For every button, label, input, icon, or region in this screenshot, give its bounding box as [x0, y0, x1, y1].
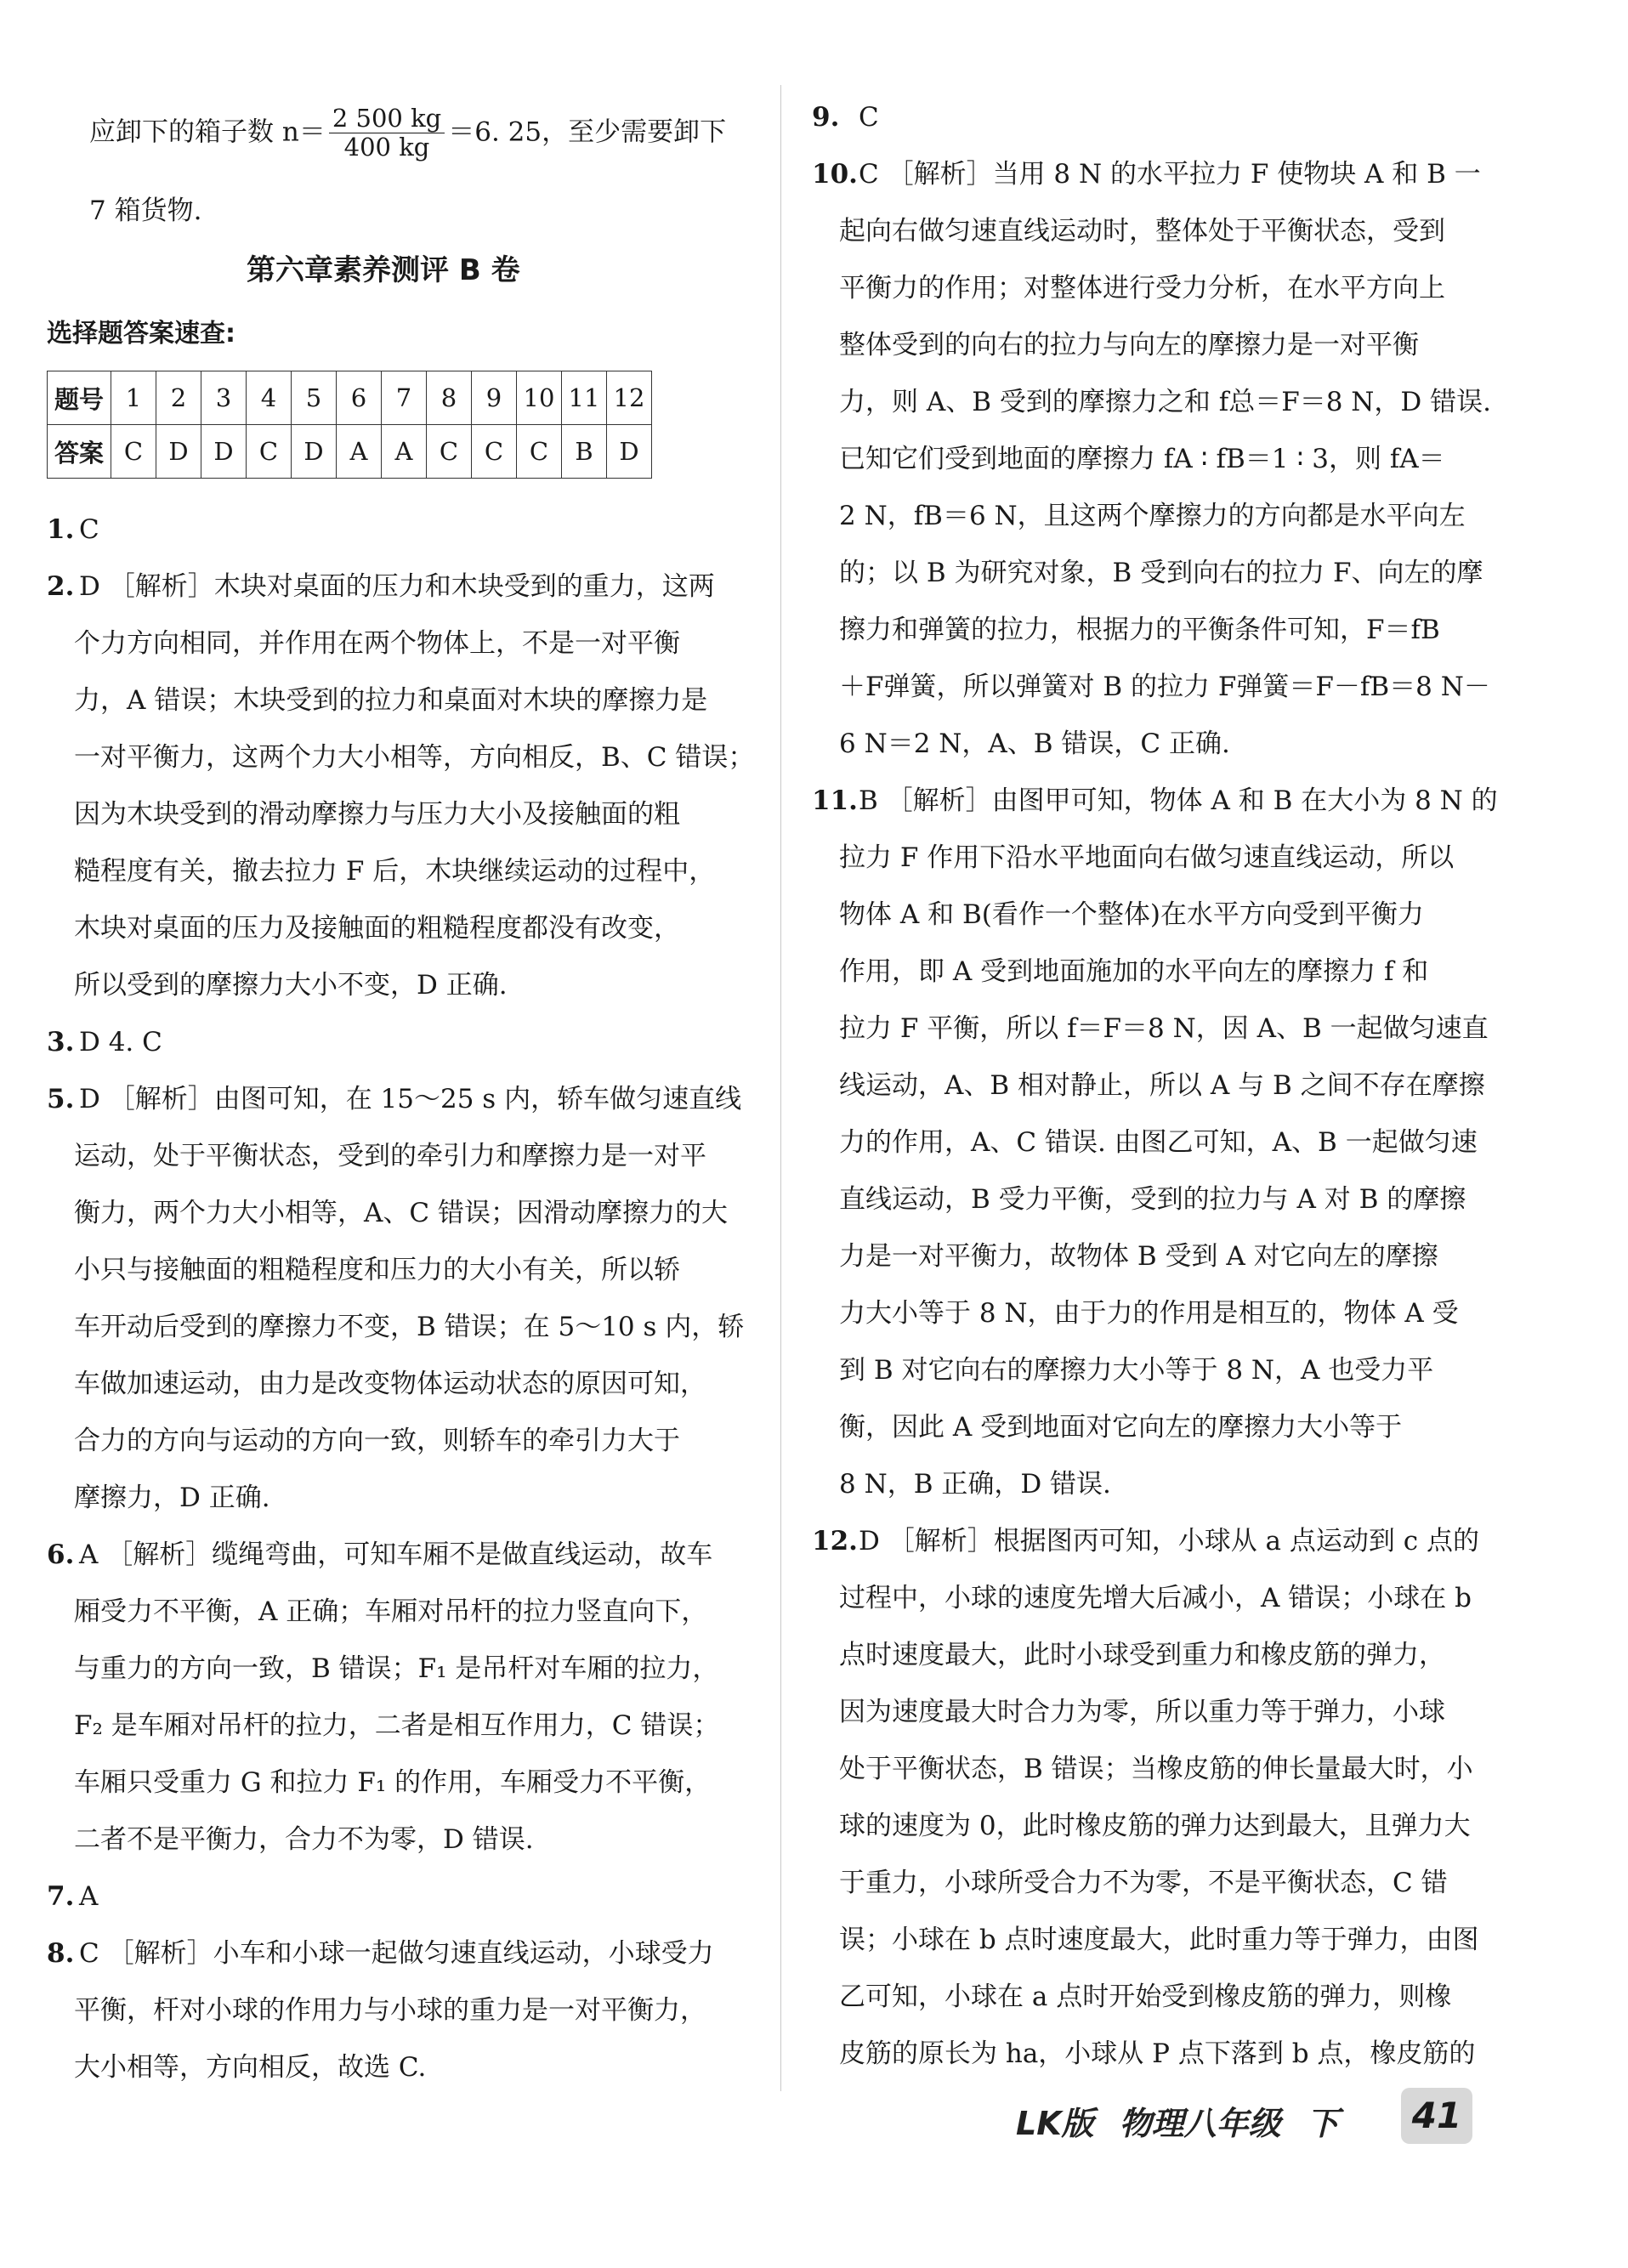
- item-text-line: F₂ 是车厢对吊杆的拉力，二者是相互作用力，C 错误；: [74, 1710, 720, 1741]
- item-text-line: 8 N，B 正确，D 错误.: [839, 1469, 1111, 1500]
- item-text-line: C: [79, 514, 99, 545]
- intro-text-post: ＝6. 25，至少需要卸下: [448, 116, 727, 148]
- item-text-line: 车厢只受重力 G 和拉力 F₁ 的作用，车厢受力不平衡，: [74, 1767, 712, 1798]
- fraction: [329, 105, 445, 162]
- question-number-cell: 12: [607, 371, 652, 425]
- answer-cell: B: [562, 425, 607, 479]
- question-number-cell: 8: [427, 371, 472, 425]
- question-number-cell: 10: [517, 371, 562, 425]
- item-text-line: 皮筋的原长为 ha，小球从 P 点下落到 b 点，橡皮筋的: [839, 2038, 1476, 2069]
- item-number: 9.: [812, 102, 840, 133]
- item-text-line: D ［解析］根据图丙可知，小球从 a 点运动到 c 点的: [859, 1526, 1479, 1556]
- item-number: 1.: [47, 514, 75, 545]
- answer-table: [47, 371, 652, 479]
- question-number-cell: 7: [382, 371, 427, 425]
- item-text-line: D ［解析］木块对桌面的压力和木块受到的重力，这两: [79, 571, 715, 602]
- item-text-line: 起向右做匀速直线运动时，整体处于平衡状态，受到: [839, 216, 1445, 247]
- item-text-line: 线运动，A、B 相对静止，所以 A 与 B 之间不存在摩擦: [839, 1070, 1485, 1101]
- item-text-line: 平衡力的作用；对整体进行受力分析，在水平方向上: [839, 273, 1445, 303]
- item-text-line: C: [859, 102, 879, 133]
- item-text-line: A: [79, 1881, 99, 1912]
- item-text-line: 处于平衡状态，B 错误；当橡皮筋的伸长量最大时，小: [839, 1754, 1473, 1784]
- footer: [1016, 2097, 1339, 2144]
- subject-label: 物理八年级: [1119, 2105, 1281, 2142]
- answer-cell: D: [156, 425, 201, 479]
- item-text-line: 二者不是平衡力，合力不为零，D 错误.: [74, 1824, 534, 1855]
- item-text-line: 力的作用，A、C 错误. 由图乙可知，A、B 一起做匀速: [839, 1127, 1478, 1158]
- edition-label: LK版: [1016, 2105, 1094, 2142]
- item-number: 11.: [812, 785, 858, 816]
- item-text-line: 衡力，两个力大小相等，A、C 错误；因滑动摩擦力的大: [74, 1198, 728, 1228]
- question-number-cell: 1: [111, 371, 156, 425]
- item-text-line: 2 N，fB＝6 N，且这两个摩擦力的方向都是水平向左: [839, 501, 1466, 531]
- answer-table-header: 答案: [48, 425, 111, 479]
- answer-cell: C: [111, 425, 156, 479]
- item-text-line: 一对平衡力，这两个力大小相等，方向相反，B、C 错误；: [74, 742, 755, 773]
- item-text-line: 力大小等于 8 N，由于力的作用是相互的，物体 A 受: [839, 1298, 1459, 1329]
- volume-label: 下: [1306, 2105, 1339, 2142]
- answer-cell: D: [292, 425, 337, 479]
- question-number-cell: 9: [472, 371, 517, 425]
- item-text-line: D ［解析］由图可知，在 15～25 s 内，轿车做匀速直线: [79, 1084, 742, 1114]
- answer-cell: C: [247, 425, 292, 479]
- item-text-line: 摩擦力，D 正确.: [74, 1483, 270, 1513]
- section-title: 第六章素养测评 B 卷: [247, 253, 520, 287]
- item-number: 3.: [47, 1027, 75, 1057]
- item-text-line: 因为速度最大时合力为零，所以重力等于弹力，小球: [839, 1697, 1445, 1727]
- item-text-line: 整体受到的向右的拉力与向左的摩擦力是一对平衡: [839, 330, 1419, 360]
- item-text-line: 大小相等，方向相反，故选 C.: [74, 2052, 427, 2083]
- answer-cell: C: [472, 425, 517, 479]
- question-number-cell: 3: [201, 371, 247, 425]
- fraction-numerator: 2 500 kg: [329, 105, 445, 133]
- item-number: 6.: [47, 1539, 75, 1570]
- item-text-line: 小只与接触面的粗糙程度和压力的大小有关，所以轿: [74, 1255, 680, 1285]
- item-text-line: 厢受力不平衡，A 正确；车厢对吊杆的拉力竖直向下，: [74, 1596, 708, 1627]
- item-text-line: 擦力和弹簧的拉力，根据力的平衡条件可知，F＝fB: [839, 615, 1440, 645]
- intro-line-1: [89, 105, 726, 162]
- item-number: 8.: [47, 1938, 75, 1969]
- item-text-line: 力，则 A、B 受到的摩擦力之和 f总＝F＝8 N，D 错误.: [839, 387, 1491, 417]
- item-text-line: 拉力 F 作用下沿水平地面向右做匀速直线运动，所以: [839, 842, 1455, 873]
- item-text-line: 与重力的方向一致，B 错误；F₁ 是吊杆对车厢的拉力，: [74, 1653, 719, 1684]
- question-number-cell: 5: [292, 371, 337, 425]
- column-divider: [780, 85, 781, 2091]
- question-number-cell: 11: [562, 371, 607, 425]
- item-text-line: B ［解析］由图甲可知，物体 A 和 B 在大小为 8 N 的: [859, 785, 1498, 816]
- answer-cell: D: [607, 425, 652, 479]
- item-number: 10.: [812, 159, 858, 190]
- item-text-line: 球的速度为 0，此时橡皮筋的弹力达到最大，且弹力大: [839, 1811, 1471, 1841]
- item-text-line: 所以受到的摩擦力大小不变，D 正确.: [74, 970, 508, 1001]
- item-text-line: 已知它们受到地面的摩擦力 fA ∶ fB＝1 ∶ 3，则 fA＝: [839, 444, 1445, 474]
- answer-cell: A: [382, 425, 427, 479]
- item-text-line: 6 N＝2 N，A、B 错误，C 正确.: [839, 729, 1230, 759]
- question-number-cell: 4: [247, 371, 292, 425]
- item-text-line: 到 B 对它向右的摩擦力大小等于 8 N，A 也受力平: [839, 1355, 1434, 1386]
- item-text-line: 乙可知，小球在 a 点时开始受到橡皮筋的弹力，则橡: [839, 1982, 1452, 2012]
- intro-text-pre: 应卸下的箱子数 n＝: [89, 116, 326, 148]
- answer-cell: C: [427, 425, 472, 479]
- fraction-denominator: 400 kg: [343, 133, 430, 162]
- item-number: 2.: [47, 571, 75, 602]
- item-text-line: 运动，处于平衡状态，受到的牵引力和摩擦力是一对平: [74, 1141, 706, 1171]
- item-text-line: 误；小球在 b 点时速度最大，此时重力等于弹力，由图: [839, 1925, 1479, 1955]
- item-text-line: 车开动后受到的摩擦力不变，B 错误；在 5～10 s 内，轿: [74, 1312, 745, 1342]
- item-number: 5.: [47, 1084, 75, 1114]
- quick-answer-label: 选择题答案速查:: [47, 319, 235, 349]
- answer-cell: A: [337, 425, 382, 479]
- item-text-line: 力是一对平衡力，故物体 B 受到 A 对它向左的摩擦: [839, 1241, 1438, 1272]
- item-text-line: A ［解析］缆绳弯曲，可知车厢不是做直线运动，故车: [79, 1539, 713, 1570]
- answer-cell: C: [517, 425, 562, 479]
- item-text-line: 力，A 错误；木块受到的拉力和桌面对木块的摩擦力是: [74, 685, 708, 716]
- item-text-line: 因为木块受到的滑动摩擦力与压力大小及接触面的粗: [74, 799, 680, 830]
- answer-table-number-row: [48, 371, 652, 425]
- item-text-line: 平衡，杆对小球的作用力与小球的重力是一对平衡力，: [74, 1995, 706, 2026]
- item-number: 12.: [812, 1526, 858, 1556]
- answer-cell: D: [201, 425, 247, 479]
- item-text-line: C ［解析］小车和小球一起做匀速直线运动，小球受力: [79, 1938, 714, 1969]
- item-text-line: 衡，因此 A 受到地面对它向左的摩擦力大小等于: [839, 1412, 1403, 1443]
- question-number-cell: 6: [337, 371, 382, 425]
- item-text-line: 作用，即 A 受到地面施加的水平向左的摩擦力 f 和: [839, 956, 1429, 987]
- answer-table-answer-row: [48, 425, 652, 479]
- item-number: 7.: [47, 1881, 75, 1912]
- item-text-line: 拉力 F 平衡，所以 f＝F＝8 N，因 A、B 一起做匀速直: [839, 1013, 1489, 1044]
- item-text-line: 的；以 B 为研究对象，B 受到向右的拉力 F、向左的摩: [839, 558, 1483, 588]
- item-text-line: 木块对桌面的压力及接触面的粗糙程度都没有改变，: [74, 913, 680, 944]
- item-text-line: 糙程度有关，撤去拉力 F 后，木块继续运动的过程中，: [74, 856, 716, 887]
- page-number: 41: [1401, 2088, 1472, 2144]
- answer-table-header: 题号: [48, 371, 111, 425]
- item-text-line: 个力方向相同，并作用在两个物体上，不是一对平衡: [74, 628, 680, 659]
- item-text-line: 点时速度最大，此时小球受到重力和橡皮筋的弹力，: [839, 1640, 1445, 1670]
- item-text-line: 合力的方向与运动的方向一致，则轿车的牵引力大于: [74, 1426, 680, 1456]
- item-text-line: 于重力，小球所受合力不为零，不是平衡状态，C 错: [839, 1868, 1448, 1898]
- item-text-line: 物体 A 和 B(看作一个整体)在水平方向受到平衡力: [839, 899, 1424, 930]
- item-text-line: 车做加速运动，由力是改变物体运动状态的原因可知，: [74, 1369, 706, 1399]
- item-text-line: D 4. C: [79, 1027, 162, 1057]
- item-text-line: ＋F弹簧，所以弹簧对 B 的拉力 F弹簧＝F－fB＝8 N－: [839, 672, 1490, 702]
- intro-line-2: 7 箱货物.: [89, 196, 202, 226]
- item-text-line: 过程中，小球的速度先增大后减小，A 错误；小球在 b: [839, 1583, 1472, 1613]
- item-text-line: C ［解析］当用 8 N 的水平拉力 F 使物块 A 和 B 一: [859, 159, 1481, 190]
- item-text-line: 直线运动，B 受力平衡，受到的拉力与 A 对 B 的摩擦: [839, 1184, 1466, 1215]
- question-number-cell: 2: [156, 371, 201, 425]
